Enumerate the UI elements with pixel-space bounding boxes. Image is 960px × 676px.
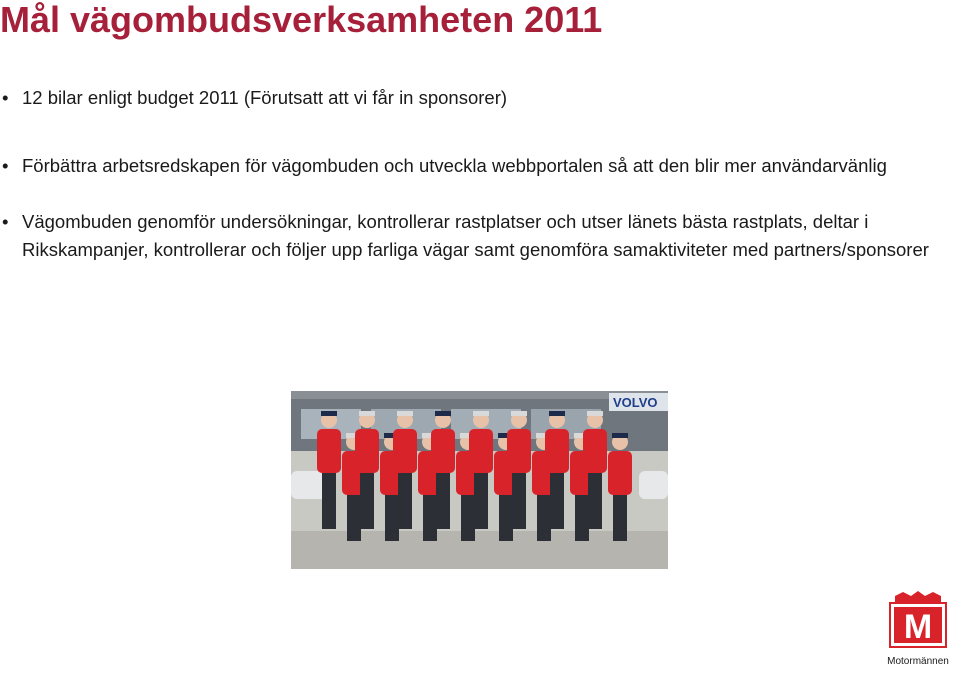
group-photo-illustration bbox=[291, 391, 668, 569]
slide-title: Mål vägombudsverksamheten 2011 bbox=[0, 0, 603, 40]
bullet-text: Vägombuden genomför undersökningar, kontrollerar rastplatser och utser länets bästa rastplats, deltar i Rikskampanjer, kontrollerar och följer upp farliga vägar samt genomföra samaktiviteter med partners/sponsorer bbox=[22, 211, 929, 260]
bullet-item bbox=[0, 84, 950, 112]
logo-text: Motormännen bbox=[887, 656, 949, 667]
bullet-marker: • bbox=[2, 211, 9, 232]
bullet-item bbox=[0, 148, 950, 184]
motormannen-logo bbox=[881, 590, 955, 670]
bullet-item bbox=[0, 208, 950, 264]
bullet-list bbox=[0, 84, 950, 264]
bullet-marker: • bbox=[2, 87, 9, 108]
bullet-text: 12 bilar enligt budget 2011 (Förutsatt att vi får in sponsorer) bbox=[22, 87, 508, 108]
motormannen-logo-icon bbox=[881, 590, 955, 670]
logo-letter: M bbox=[903, 608, 933, 646]
bullet-marker: • bbox=[2, 155, 9, 176]
store-sign-text: VOLVO bbox=[613, 395, 658, 410]
group-photo bbox=[291, 391, 668, 569]
people-group bbox=[317, 411, 632, 541]
bullet-text: Förbättra arbetsredskapen för vägombuden och utveckla webbportalen så att den blir mer användarvänlig bbox=[22, 155, 887, 176]
